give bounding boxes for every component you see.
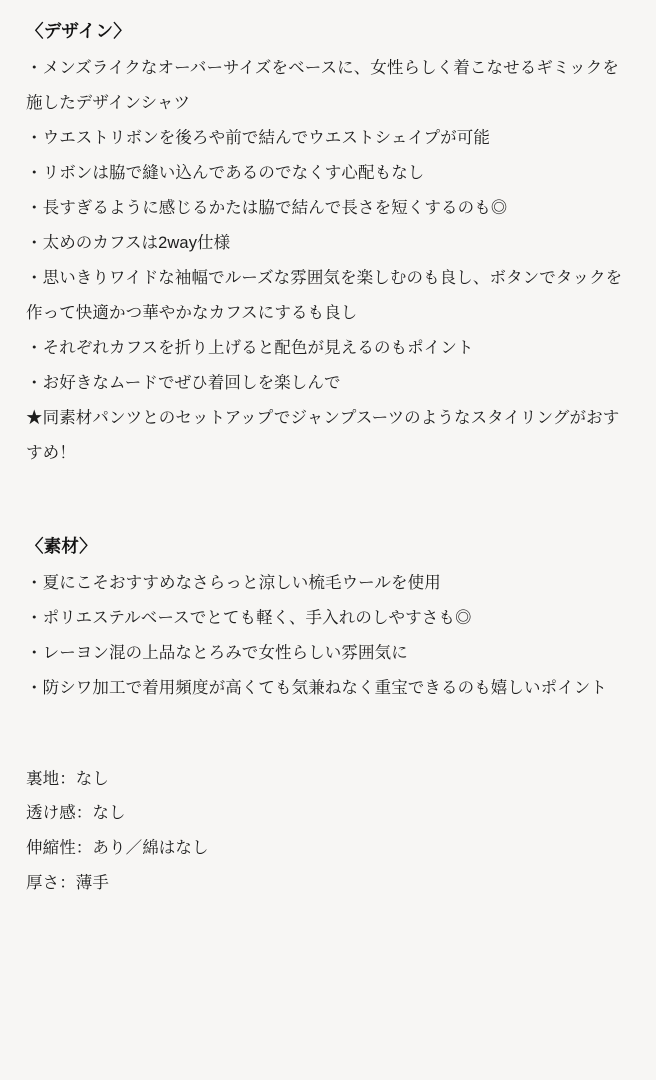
design-bullet: ・太めのカフスは2way仕様 (26, 233, 231, 252)
material-bullet: ・レーヨン混の上品なとろみで女性らしい雰囲気に (26, 643, 408, 662)
design-bullet: ・ウエストリボンを後ろや前で結んでウエストシェイプが可能 (26, 128, 490, 147)
material-bullet: ・ポリエステルベースでとても軽く、手入れのしやすさも◎ (26, 608, 472, 627)
design-bullet: ・メンズライクなオーバーサイズをベースに、女性らしく着こなせるギミックを施したデザインシャツ (26, 59, 619, 112)
material-bullet: ・防シワ加工で着用頻度が高くても気兼ねなく重宝できるのも嬉しいポイント (26, 678, 607, 697)
section-spacer (26, 706, 630, 762)
design-bullet: ・それぞれカフスを折り上げると配色が見えるのもポイント (26, 338, 474, 357)
section-spacer (26, 471, 630, 529)
design-bullet: ・長すぎるように感じるかたは脇で結んで長さを短くするのも◎ (26, 198, 508, 217)
material-section-heading: 〈素材〉 (26, 535, 97, 556)
design-bullet: ・お好きなムードでぜひ着回しを楽しんで (26, 373, 341, 392)
spec-sheerness: 透け感：なし (26, 804, 126, 823)
material-section (26, 529, 630, 706)
spec-list (26, 762, 630, 902)
design-highlight: ★同素材パンツとのセットアップでジャンプスーツのようなスタイリングがおすすめ！ (26, 408, 620, 462)
design-bullet: ・思いきりワイドな袖幅でルーズな雰囲気を楽しむのも良し、ボタンでタックを作って快適かつ華やかなカフスにするも良し (26, 268, 623, 322)
spec-thickness: 厚さ：薄手 (26, 874, 109, 893)
design-section-heading: 〈デザイン〉 (26, 21, 131, 41)
spec-lining: 裏地：なし (26, 769, 109, 788)
spec-stretch: 伸縮性：あり／綿はなし (26, 839, 209, 858)
design-section (26, 14, 630, 471)
material-bullet: ・夏にこそおすすめなさらっと涼しい梳毛ウールを使用 (26, 573, 441, 592)
design-bullet: ・リボンは脇で縫い込んであるのでなくす心配もなし (26, 163, 425, 182)
